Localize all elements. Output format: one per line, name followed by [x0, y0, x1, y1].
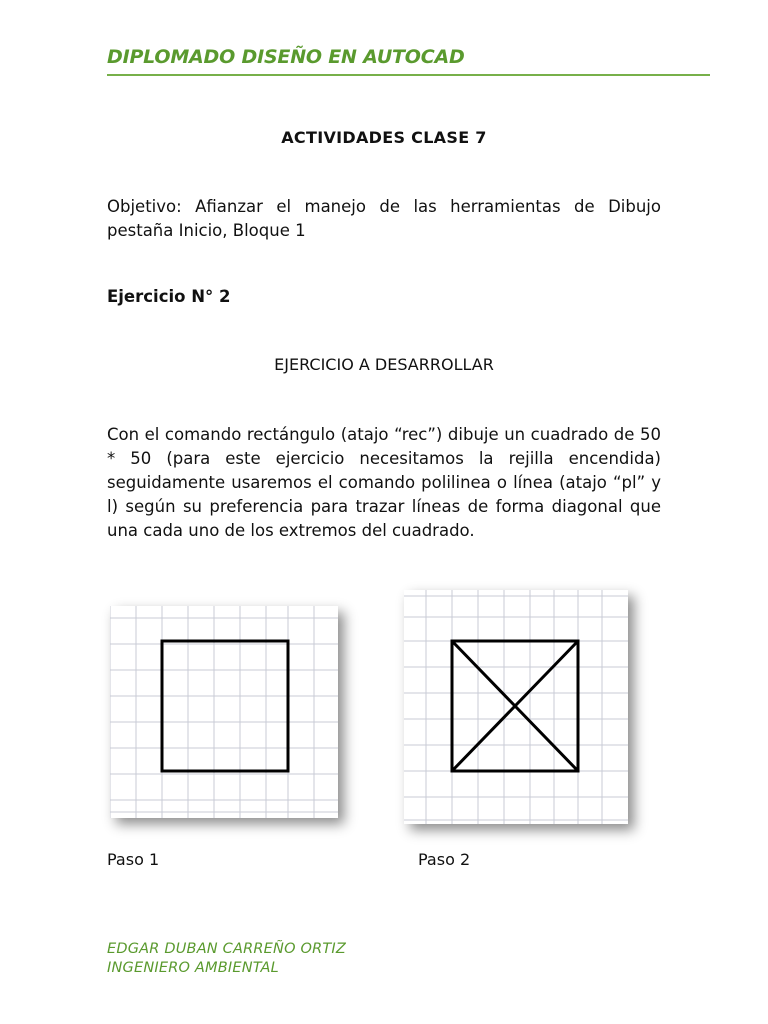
footer-author: EDGAR DUBAN CARREÑO ORTIZ	[107, 941, 347, 957]
grid-square-diagonals-drawing	[404, 590, 628, 824]
figure-caption-step-1: Paso 1	[107, 850, 160, 869]
instructions-paragraph: Con el comando rectángulo (atajo “rec”) dibuje un cuadrado de 50 * 50 (para este ejercicio necesitamos la rejilla encendida) seguidamente usaremos el comando polilinea o línea (atajo “pl” y l) según su preferencia para trazar líneas de forma diagonal que una cada uno de los extremos del cuadrado.	[107, 425, 661, 540]
document-title: ACTIVIDADES CLASE 7	[281, 128, 487, 147]
section-heading: EJERCICIO A DESARROLLAR	[274, 355, 494, 374]
figure-step-1	[110, 606, 338, 818]
header-divider	[107, 74, 710, 76]
header-title: DIPLOMADO DISEÑO EN AUTOCAD	[107, 46, 465, 68]
grid-square-drawing	[110, 606, 338, 818]
figure-step-2	[404, 590, 628, 824]
footer-author-role: INGENIERO AMBIENTAL	[107, 960, 279, 976]
objective-paragraph: Objetivo: Afianzar el manejo de las herramientas de Dibujo pestaña Inicio, Bloque 1	[107, 197, 661, 240]
exercise-heading: Ejercicio N° 2	[107, 287, 231, 306]
figure-caption-step-2: Paso 2	[418, 850, 471, 869]
